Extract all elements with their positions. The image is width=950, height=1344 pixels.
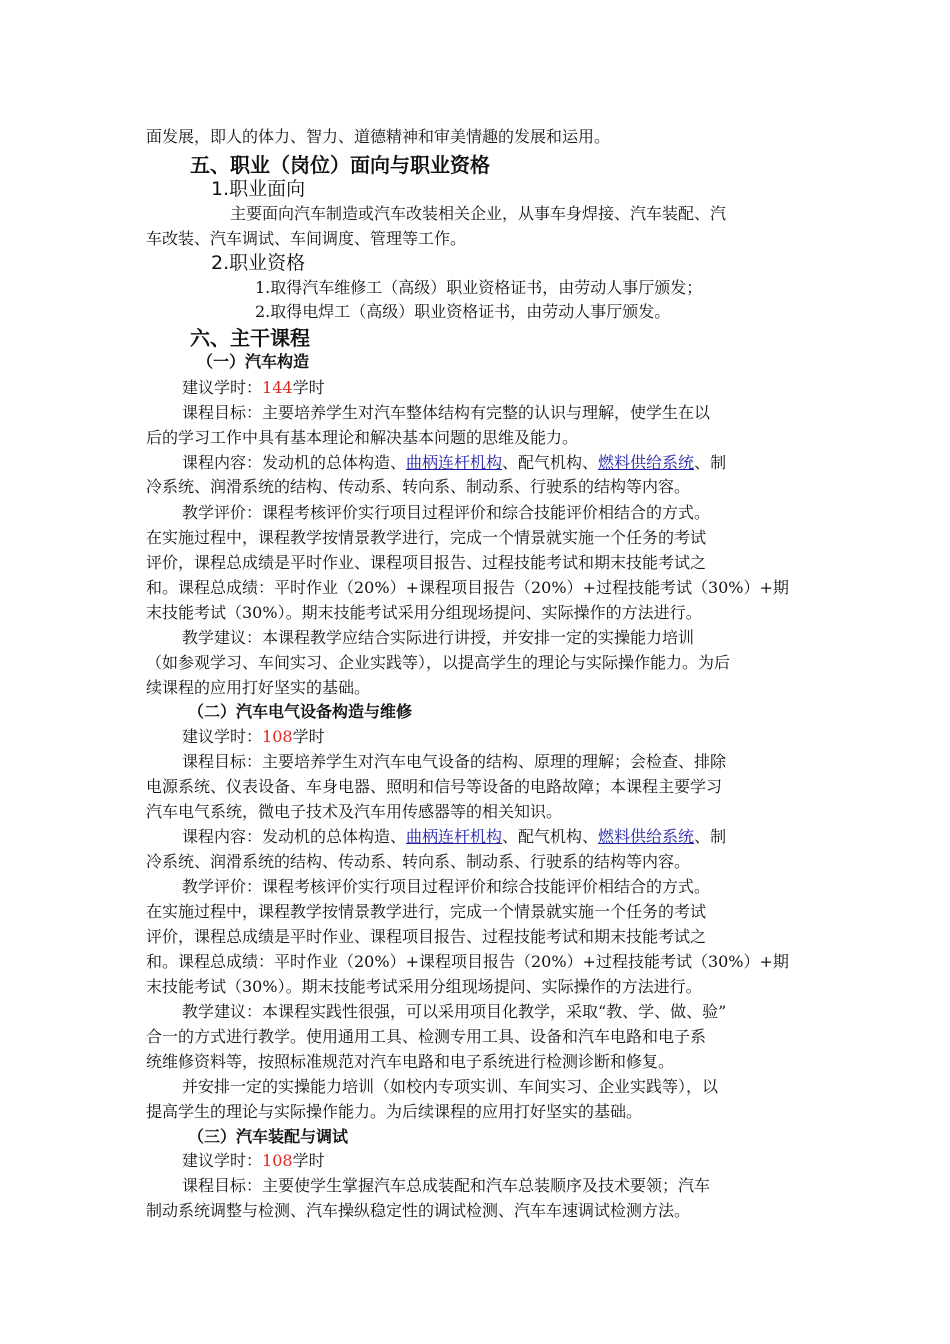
course-content-line: 课程内容：发动机的总体构造、曲柄连杆机构、配气机构、燃料供给系统、制 xyxy=(182,827,727,846)
paragraph-line: 课程目标：主要培养学生对汽车整体结构有完整的认识与理解，使学生在以 xyxy=(182,403,711,422)
paragraph-line: 电源系统、仪表设备、车身电器、照明和信号等设备的电路故障；本课程主要学习 xyxy=(146,777,723,796)
paragraph-line: 末技能考试（30%）。期末技能考试采用分组现场提问、实际操作的方法进行。 xyxy=(146,977,702,996)
link-fuel-supply-system[interactable]: 燃料供给系统 xyxy=(598,453,695,472)
course-heading-assembly-debugging: （三）汽车装配与调试 xyxy=(188,1127,349,1146)
paragraph-line: 教学建议：本课程实践性很强，可以采用项目化教学，采取“教、学、做、验” xyxy=(182,1002,727,1021)
course-heading-automotive-construction: （一）汽车构造 xyxy=(197,352,310,371)
paragraph-line: 教学评价：课程考核评价实行项目过程评价和综合技能评价相结合的方式。 xyxy=(182,877,711,896)
suggested-hours: 建议学时：108学时 xyxy=(182,1151,325,1170)
paragraph-line: 冷系统、润滑系统的结构、传动系、转向系、制动系、行驶系的结构等内容。 xyxy=(146,852,691,871)
paragraph-line: 续课程的应用打好坚实的基础。 xyxy=(146,678,371,697)
qualification-item: 2.取得电焊工（高级）职业资格证书，由劳动人事厅颁发。 xyxy=(255,302,671,321)
paragraph-line: 面发展，即人的体力、智力、道德精神和审美情趣的发展和运用。 xyxy=(146,127,611,146)
course-heading-electrical-equipment: （二）汽车电气设备构造与维修 xyxy=(188,702,413,721)
link-crank-mechanism[interactable]: 曲柄连杆机构 xyxy=(406,453,503,472)
paragraph-line: 提高学生的理论与实际操作能力。为后续课程的应用打好坚实的基础。 xyxy=(146,1102,643,1121)
paragraph-line: 教学建议：本课程教学应结合实际进行讲授，并安排一定的实操能力培训 xyxy=(182,628,695,647)
paragraph-line: 课程目标：主要培养学生对汽车电气设备的结构、原理的理解；会检查、排除 xyxy=(182,752,727,771)
section-heading-core-courses: 六、主干课程 xyxy=(190,326,310,350)
subheading-career-orientation: 1.职业面向 xyxy=(211,178,306,200)
paragraph-line: 教学评价：课程考核评价实行项目过程评价和综合技能评价相结合的方式。 xyxy=(182,503,711,522)
paragraph-line: 并安排一定的实操能力培训（如校内专项实训、车间实习、企业实践等），以 xyxy=(182,1077,719,1096)
suggested-hours: 建议学时：108学时 xyxy=(182,727,325,746)
section-heading-career: 五、职业（岗位）面向与职业资格 xyxy=(190,153,490,177)
paragraph-line: 主要面向汽车制造或汽车改装相关企业，从事车身焊接、汽车装配、汽 xyxy=(230,204,727,223)
paragraph-line: 合一的方式进行教学。使用通用工具、检测专用工具、设备和汽车电路和电子系 xyxy=(146,1027,707,1046)
qualification-item: 1.取得汽车维修工（高级）职业资格证书，由劳动人事厅颁发； xyxy=(255,278,703,297)
paragraph-line: 冷系统、润滑系统的结构、传动系、转向系、制动系、行驶系的结构等内容。 xyxy=(146,477,691,496)
paragraph-line: 和。课程总成绩：平时作业（20%）+课程项目报告（20%）+过程技能考试（30%）+期 xyxy=(146,578,789,597)
hours-value: 108 xyxy=(262,727,293,746)
hours-value: 108 xyxy=(262,1151,293,1170)
paragraph-line: 后的学习工作中具有基本理论和解决基本问题的思维及能力。 xyxy=(146,428,579,447)
link-fuel-supply-system[interactable]: 燃料供给系统 xyxy=(598,827,695,846)
link-crank-mechanism[interactable]: 曲柄连杆机构 xyxy=(406,827,503,846)
paragraph-line: 制动系统调整与检测、汽车操纵稳定性的调试检测、汽车车速调试检测方法。 xyxy=(146,1201,691,1220)
paragraph-line: 在实施过程中，课程教学按情景教学进行，完成一个情景就实施一个任务的考试 xyxy=(146,528,707,547)
course-content-line: 课程内容：发动机的总体构造、曲柄连杆机构、配气机构、燃料供给系统、制 xyxy=(182,453,727,472)
hours-value: 144 xyxy=(262,378,293,397)
paragraph-line: （如参观学习、车间实习、企业实践等），以提高学生的理论与实际操作能力。为后 xyxy=(146,653,731,672)
paragraph-line: 评价，课程总成绩是平时作业、课程项目报告、过程技能考试和期末技能考试之 xyxy=(146,553,707,572)
paragraph-line: 课程目标：主要使学生掌握汽车总成装配和汽车总装顺序及技术要领；汽车 xyxy=(182,1176,711,1195)
paragraph-line: 末技能考试（30%）。期末技能考试采用分组现场提问、实际操作的方法进行。 xyxy=(146,603,702,622)
paragraph-line: 汽车电气系统，微电子技术及汽车用传感器等的相关知识。 xyxy=(146,802,563,821)
suggested-hours: 建议学时：144学时 xyxy=(182,378,325,397)
paragraph-line: 在实施过程中，课程教学按情景教学进行，完成一个情景就实施一个任务的考试 xyxy=(146,902,707,921)
subheading-qualification: 2.职业资格 xyxy=(211,252,306,274)
paragraph-line: 和。课程总成绩：平时作业（20%）+课程项目报告（20%）+过程技能考试（30%）+期 xyxy=(146,952,789,971)
paragraph-line: 车改装、汽车调试、车间调度、管理等工作。 xyxy=(146,229,467,248)
paragraph-line: 评价，课程总成绩是平时作业、课程项目报告、过程技能考试和期末技能考试之 xyxy=(146,927,707,946)
paragraph-line: 统维修资料等，按照标准规范对汽车电路和电子系统进行检测诊断和修复。 xyxy=(146,1052,675,1071)
